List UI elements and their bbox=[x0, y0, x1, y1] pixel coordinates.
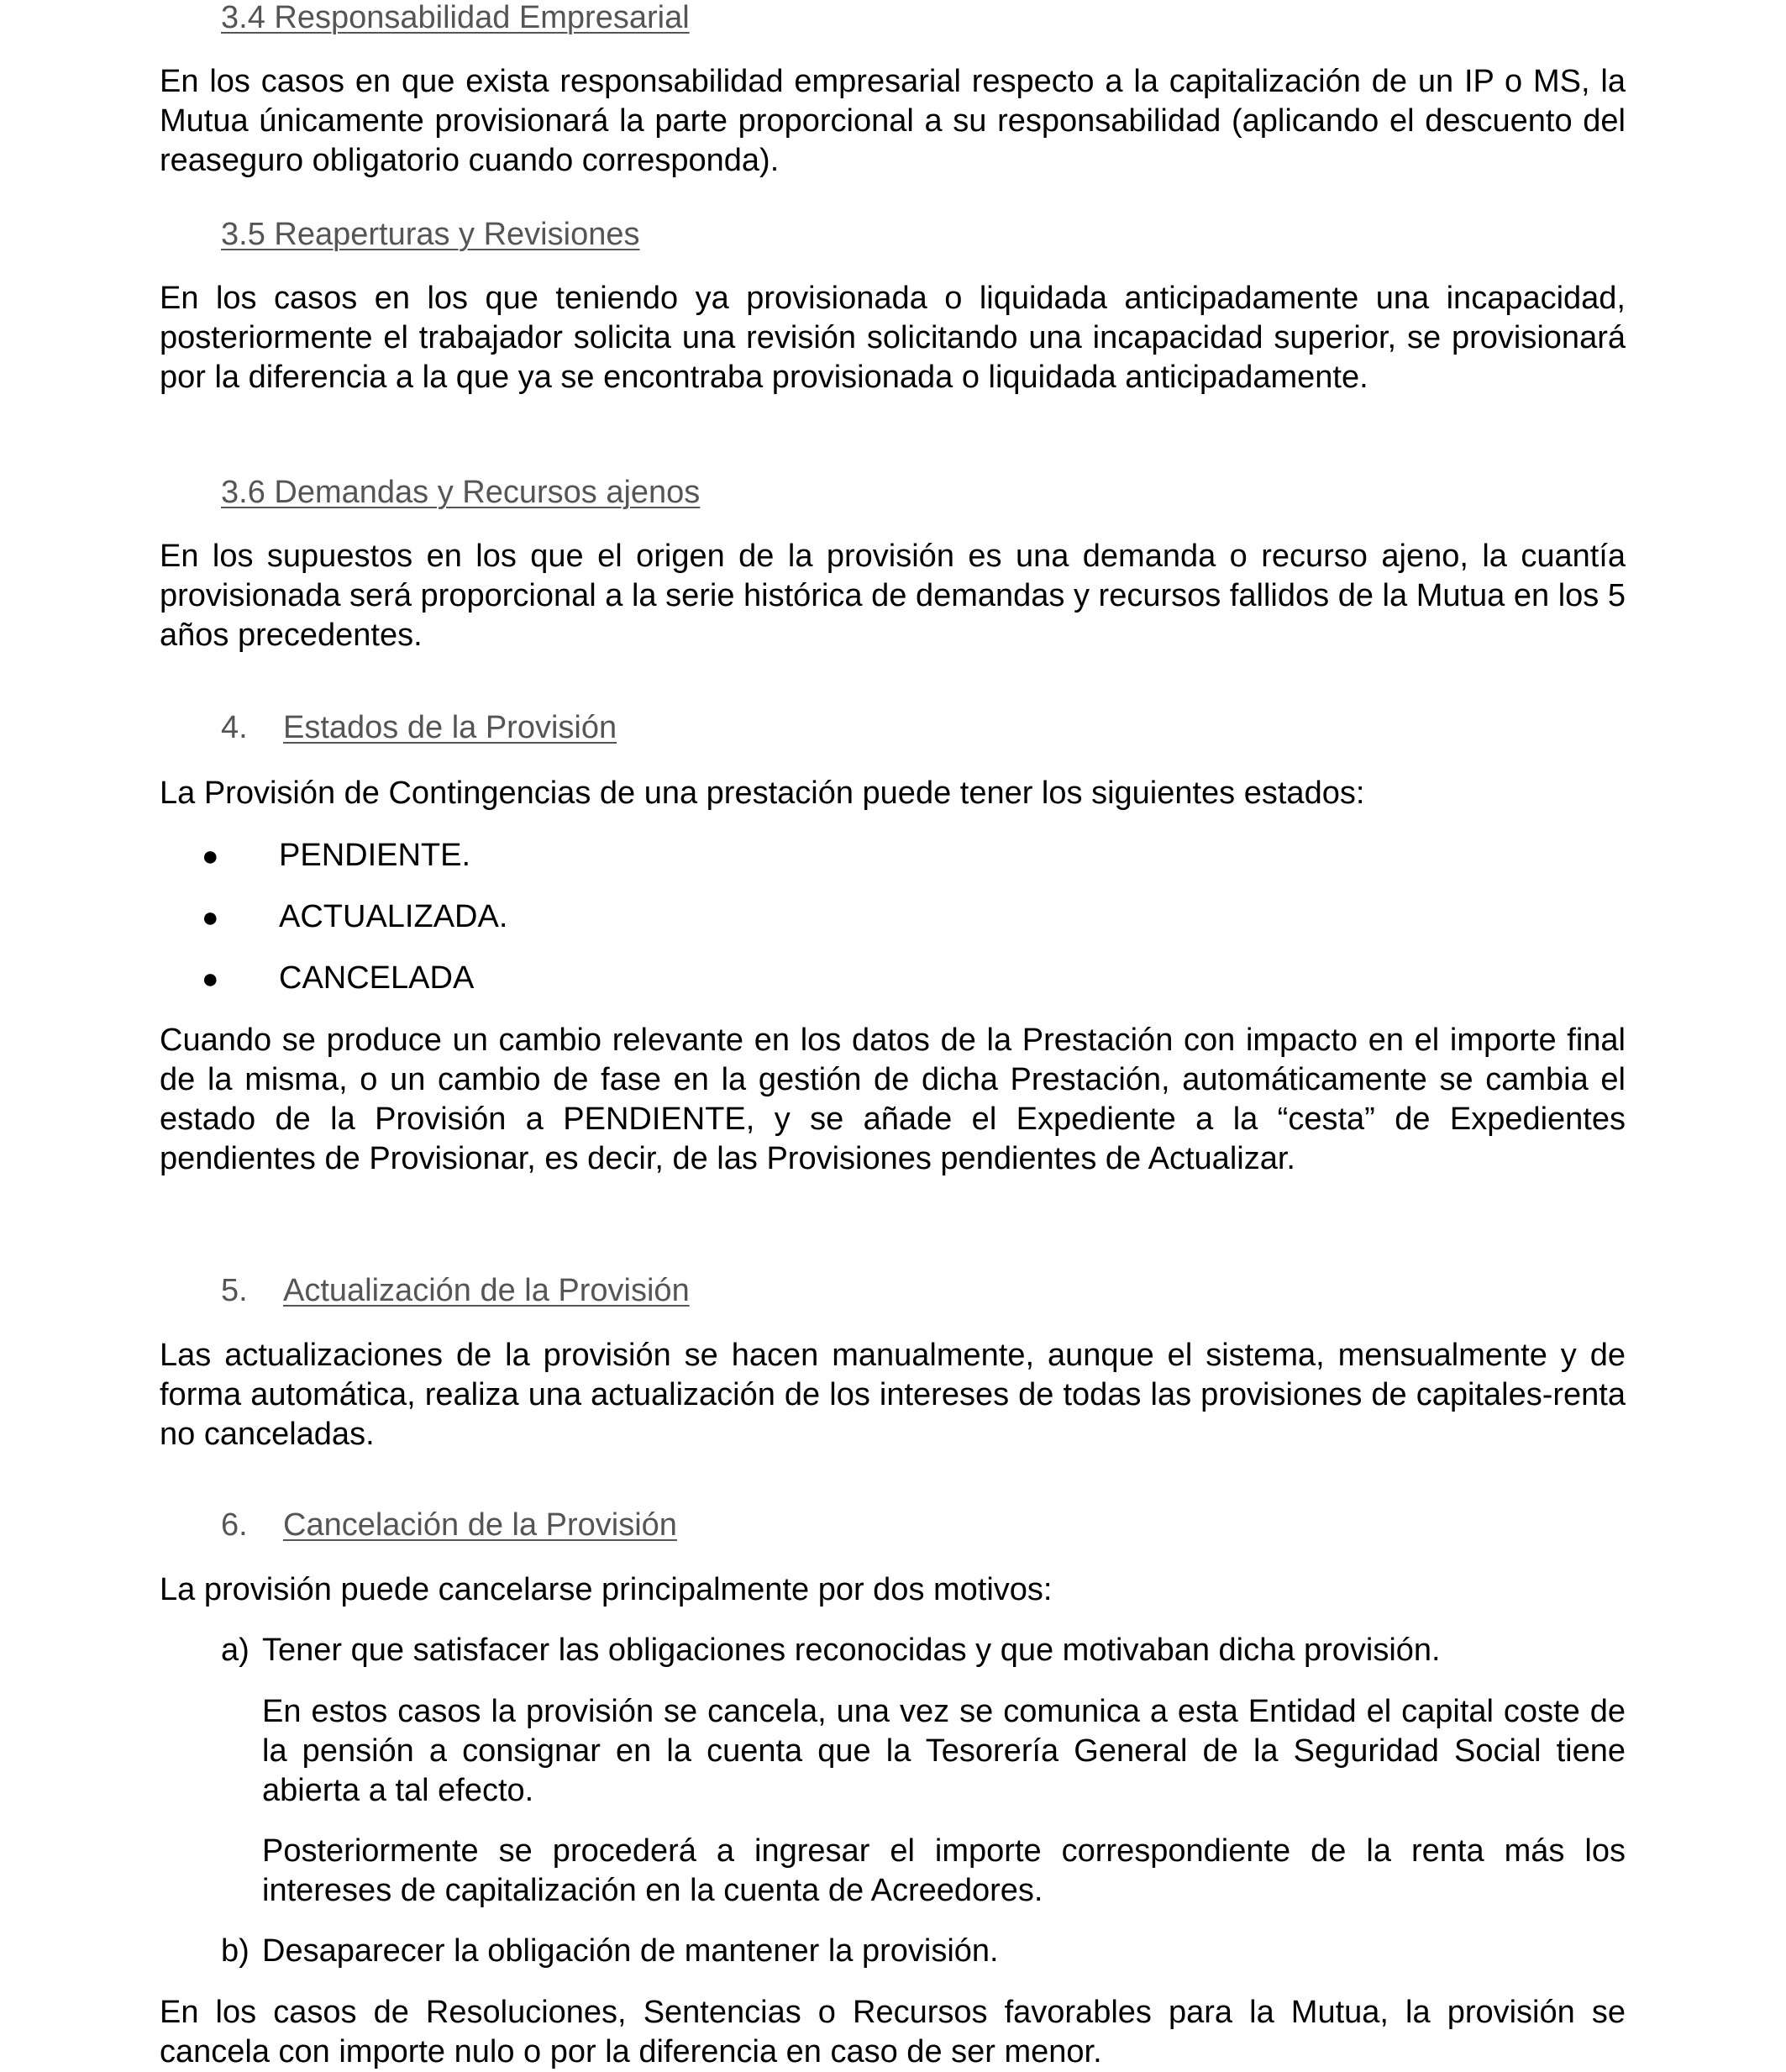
heading-3-5: 3.5 Reaperturas y Revisiones bbox=[221, 217, 640, 252]
heading-3-6: 3.6 Demandas y Recursos ajenos bbox=[221, 475, 701, 510]
state-label: CANCELADA bbox=[279, 960, 475, 996]
paragraph-4-intro: La Provisión de Contingencias de una prestación puede tener los siguientes estados: bbox=[160, 776, 1365, 811]
state-label: ACTUALIZADA. bbox=[279, 899, 508, 934]
section-title: Actualización de la Provisión bbox=[283, 1273, 690, 1308]
paragraph-4-body: Cuando se produce un cambio relevante en los datos de la Prestación con impacto en el importe final de la misma, o un cambio de fase en la gestión de dicha Prestación, automáticamente se cambia el estado de la Provisión a PENDIENTE, y se añade el Expediente a la “cesta” de Expedientes pendientes de Provisionar, es decir, de las Provisiones pendientes de Actualizar. bbox=[160, 1023, 1626, 1176]
heading-3-4: 3.4 Responsabilidad Empresarial bbox=[221, 0, 690, 35]
section-title: Estados de la Provisión bbox=[283, 710, 617, 745]
bullet-icon: ● bbox=[202, 963, 219, 995]
paragraph-3-6: En los supuestos en los que el origen de la provisión es una demanda o recurso ajeno, la cuantía provisionada será proporcional a la serie histórica de demandas y recursos fallidos de la Mutua en los 5 años precedentes. bbox=[160, 539, 1626, 653]
paragraph-3-5: En los casos en los que teniendo ya provisionada o liquidada anticipadamente una incapacidad, posteriormente el trabajador solicita una revisión solicitando una incapacidad superior, se provisionará por la diferencia a la que ya se encontraba provisionada o liquidada anticipadamente. bbox=[160, 281, 1626, 395]
list-item bbox=[202, 897, 507, 938]
list-item bbox=[202, 836, 470, 876]
paragraph-6-intro: La provisión puede cancelarse principalmente por dos motivos: bbox=[160, 1572, 1053, 1607]
section-title: Cancelación de la Provisión bbox=[283, 1507, 677, 1543]
list-marker: b) bbox=[221, 1933, 250, 1969]
section-heading-6 bbox=[221, 1506, 677, 1545]
paragraph-6-a-2: Posteriormente se procederá a ingresar el importe correspondiente de la renta más los intereses de capitalización en la cuenta de Acreedores. bbox=[262, 1833, 1626, 1908]
paragraph-6-closing: En los casos de Resoluciones, Sentencias o Recursos favorables para la Mutua, la provisión se cancela con importe nulo o por la diferencia en caso de ser menor. bbox=[160, 1995, 1626, 2069]
section-heading-5 bbox=[221, 1271, 690, 1311]
list-item-text: Desaparecer la obligación de mantener la provisión. bbox=[262, 1933, 999, 1969]
list-item-text: Tener que satisfacer las obligaciones reconocidas y que motivaban dicha provisión. bbox=[262, 1633, 1441, 1668]
bullet-icon: ● bbox=[202, 902, 219, 933]
paragraph-5-body: Las actualizaciones de la provisión se hacen manualmente, aunque el sistema, mensualmente y de forma automática, realiza una actualización de los intereses de todas las provisiones de capitales-renta no canceladas. bbox=[160, 1338, 1626, 1452]
bullet-icon: ● bbox=[202, 840, 219, 872]
paragraph-3-4: En los casos en que exista responsabilidad empresarial respecto a la capitalización de un IP o MS, la Mutua únicamente provisionará la parte proporcional a su responsabilidad (aplicando el descuento del reaseguro obligatorio cuando corresponda). bbox=[160, 64, 1626, 178]
section-number: 4. bbox=[221, 710, 248, 745]
list-marker: a) bbox=[221, 1633, 250, 1668]
state-label: PENDIENTE. bbox=[279, 838, 471, 873]
section-heading-4 bbox=[221, 708, 617, 748]
paragraph-6-a-1: En estos casos la provisión se cancela, una vez se comunica a esta Entidad el capital coste de la pensión a consignar en la cuenta que la Tesorería General de la Seguridad Social tiene abierta a tal efecto. bbox=[262, 1694, 1626, 1808]
section-number: 6. bbox=[221, 1507, 248, 1543]
list-item bbox=[202, 959, 474, 999]
section-number: 5. bbox=[221, 1273, 248, 1308]
list-item-a bbox=[221, 1631, 1441, 1670]
list-item-b bbox=[221, 1932, 999, 1971]
